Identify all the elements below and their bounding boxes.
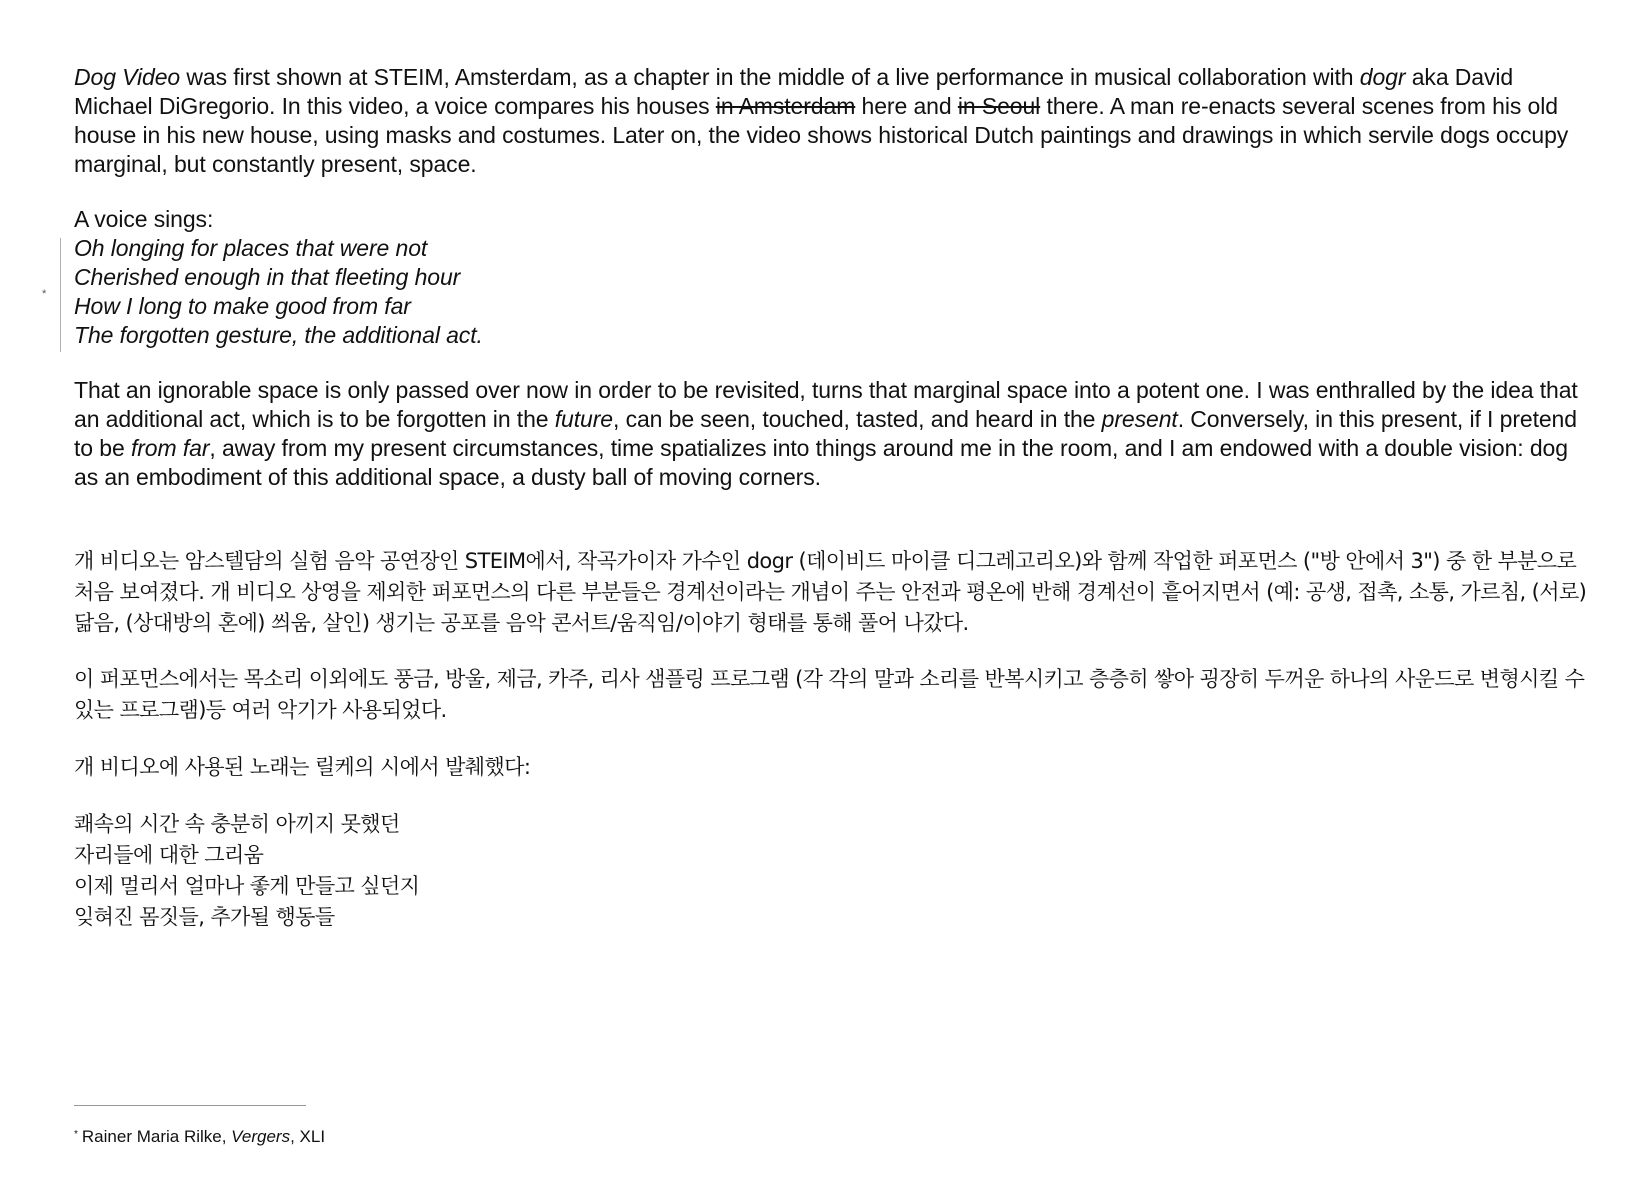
video-title: Dog Video (74, 64, 181, 90)
footnote-divider (74, 1105, 306, 1106)
english-poem (42, 205, 1594, 350)
footnote-work-title: Vergers (231, 1127, 291, 1146)
footnote-marker-icon: * (42, 288, 47, 300)
strikethrough-amsterdam: in Amsterdam (715, 93, 856, 119)
poem-line: How I long to make good from far (74, 293, 411, 319)
poem-line: 잊혀진 몸짓들, 추가될 행동들 (74, 905, 335, 929)
poem-line: 쾌속의 시간 속 충분히 아끼지 못했던 (74, 812, 400, 836)
korean-paragraph-2: 이 퍼포먼스에서는 목소리 이외에도 풍금, 방울, 제금, 카주, 리사 샘플링 프로그램 (각 각의 말과 소리를 반복시키고 층층히 쌓아 굉장히 두꺼운 하나의 사운드로 변형시킬 수 있는 프로그램)등 여러 악기가 사용되었다. (74, 667, 1585, 722)
korean-poem (74, 809, 1594, 933)
poem-line: The forgotten gesture, the additional act. (74, 322, 483, 348)
poem-line: 이제 멀리서 얼마나 좋게 만들고 싶던지 (74, 874, 420, 898)
footnote-marker: * (74, 1129, 78, 1140)
poem-line: Cherished enough in that fleeting hour (74, 264, 461, 290)
strikethrough-seoul: in Seoul (957, 93, 1041, 119)
korean-paragraph-1: 개 비디오는 암스텔담의 실험 음악 공연장인 STEIM에서, 작곡가이자 가수인 dogr (데이비드 마이클 디그레고리오)와 함께 작업한 퍼포먼스 ("방 안에서 3") 중 한 부분으로 처음 보여졌다. 개 비디오 상영을 제외한 퍼포먼스의 다른 부분들은 경계선이라는 개념이 주는 안전과 평온에 반해 경계선이 흩어지면서 (예: 공생, 접촉, 소통, 가르침, (서로) 닮음, (상대방의 혼에) 씌움, 살인) 생기는 공포를 음악 콘서트/움직임/이야기 형태를 통해 풀어 나갔다. (74, 549, 1587, 635)
collaborator-name: dogr (1359, 64, 1406, 90)
korean-paragraph-3: 개 비디오에 사용된 노래는 릴케의 시에서 발췌했다: (74, 755, 531, 779)
poem-line: Oh longing for places that were not (74, 235, 428, 261)
footnote: * Rainer Maria Rilke, Vergers, XLI (74, 1127, 326, 1146)
poem-intro: A voice sings: (74, 206, 214, 232)
intro-paragraph: Dog Video was first shown at STEIM, Amsterdam, as a chapter in the middle of a live performance in musical collaboration with dogr aka David Michael DiGregorio. In this video, a voice compares his houses in Amsterdam here and in Seoul there. A man re-enacts several scenes from his old house in his new house, using masks and costumes. Later on, the video shows historical Dutch paintings and drawings in which servile dogs occupy marginal, but constantly present, space. (74, 64, 1569, 177)
document-body (42, 63, 1594, 933)
poem-margin-bar (60, 238, 61, 352)
reflection-paragraph: That an ignorable space is only passed over now in order to be revisited, turns that marginal space into a potent one. I was enthralled by the idea that an additional act, which is to be forgotten in the future, can be seen, touched, tasted, and heard in the present. Conversely, in this present, if I pretend to be from far, away from my present circumstances, time spatializes into things around me in the room, and I am endowed with a double vision: dog as an embodiment of this additional space, a dusty ball of moving corners. (74, 377, 1578, 490)
poem-line: 자리들에 대한 그리움 (74, 843, 264, 867)
